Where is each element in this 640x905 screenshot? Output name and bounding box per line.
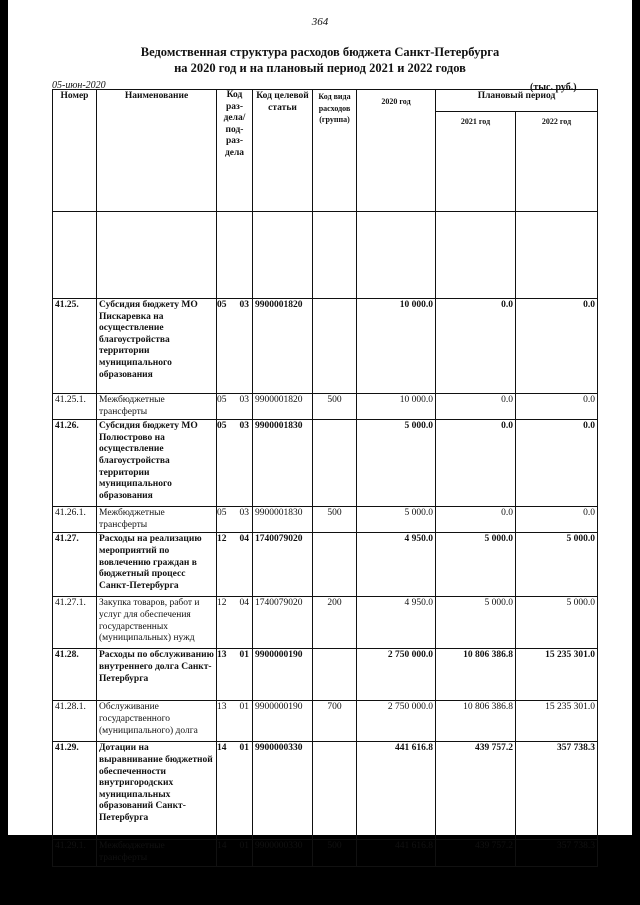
row-name: Субсидия бюджету МО Полюстрово на осуществление благоустройства территории муниципального образования xyxy=(97,420,217,507)
row-2021-amount: 0.0 xyxy=(436,394,516,420)
row-target-code: 1740079020 xyxy=(253,533,313,597)
table-row xyxy=(53,420,598,507)
row-number: 41.27. xyxy=(53,533,97,597)
row-2022-amount: 357 738.3 xyxy=(516,840,598,866)
row-expense-type: 500 xyxy=(313,507,357,533)
row-number: 41.29.1. xyxy=(53,840,97,866)
row-2020-amount: 5 000.0 xyxy=(357,507,436,533)
row-2020-amount: 10 000.0 xyxy=(357,299,436,394)
row-subsection: 03 xyxy=(239,300,249,310)
row-section-code xyxy=(217,649,253,701)
row-section-code xyxy=(217,533,253,597)
title-line-1: Ведомственная структура расходов бюджета Санкт-Петербурга xyxy=(140,45,500,59)
document-date: 05-июн-2020 xyxy=(52,80,106,91)
row-name: Обслуживание государственного (муниципального) долга xyxy=(97,701,217,742)
row-number: 41.26. xyxy=(53,420,97,507)
row-section: 13 xyxy=(217,702,227,713)
header-target: Код целевой статьи xyxy=(253,90,313,212)
row-section-code xyxy=(217,742,253,840)
row-name: Расходы на реализацию мероприятий по вовлечению граждан в бюджетный процесс Санкт-Петербурга xyxy=(97,533,217,597)
row-2021-amount: 0.0 xyxy=(436,299,516,394)
row-2022-amount: 0.0 xyxy=(516,394,598,420)
row-name: Закупка товаров, работ и услуг для обеспечения государственных (муниципальных) нужд xyxy=(97,597,217,649)
row-target-code: 9900001830 xyxy=(253,507,313,533)
header-name: Наименование xyxy=(97,90,217,212)
row-2022-amount: 0.0 xyxy=(516,420,598,507)
header-2021: 2021 год xyxy=(436,112,516,212)
row-2021-amount: 10 806 386.8 xyxy=(436,649,516,701)
row-2021-amount: 5 000.0 xyxy=(436,533,516,597)
row-expense-type xyxy=(313,299,357,394)
row-target-code: 9900001830 xyxy=(253,420,313,507)
row-section-code xyxy=(217,701,253,742)
row-2022-amount: 357 738.3 xyxy=(516,742,598,840)
row-2020-amount: 441 616.8 xyxy=(357,840,436,866)
table-row xyxy=(53,840,598,866)
row-section: 05 xyxy=(217,300,227,310)
document-title xyxy=(8,44,632,76)
row-section: 05 xyxy=(217,395,227,405)
title-line-2: на 2020 год и на плановый период 2021 и 2022 годов xyxy=(174,61,466,75)
row-2022-amount: 15 235 301.0 xyxy=(516,701,598,742)
table-row xyxy=(53,394,598,420)
row-section-code xyxy=(217,597,253,649)
row-number: 41.28.1. xyxy=(53,701,97,742)
header-planned: Плановый период xyxy=(436,90,598,112)
row-target-code: 9900001820 xyxy=(253,299,313,394)
row-expense-type xyxy=(313,649,357,701)
row-number: 41.25. xyxy=(53,299,97,394)
row-target-code: 1740079020 xyxy=(253,597,313,649)
row-number: 41.29. xyxy=(53,742,97,840)
row-2022-amount: 0.0 xyxy=(516,507,598,533)
header-section xyxy=(217,90,253,212)
row-target-code: 9900001820 xyxy=(253,394,313,420)
table-row xyxy=(53,507,598,533)
row-subsection: 01 xyxy=(239,743,249,754)
row-section-code xyxy=(217,299,253,394)
table-row xyxy=(53,533,598,597)
row-2020-amount: 4 950.0 xyxy=(357,533,436,597)
header-2022: 2022 год xyxy=(516,112,598,212)
row-section-code xyxy=(217,840,253,866)
row-2022-amount: 5 000.0 xyxy=(516,597,598,649)
row-expense-type: 200 xyxy=(313,597,357,649)
row-section: 14 xyxy=(217,743,227,754)
header-section-text: Код раз- дела/ под- раз- дела xyxy=(223,90,246,158)
row-target-code: 9900000190 xyxy=(253,701,313,742)
row-subsection: 03 xyxy=(239,508,249,519)
row-2020-amount: 4 950.0 xyxy=(357,597,436,649)
row-name: Расходы по обслуживанию внутреннего долга Санкт-Петербурга xyxy=(97,649,217,701)
row-expense-type xyxy=(313,420,357,507)
row-section-code xyxy=(217,420,253,507)
row-2022-amount: 0.0 xyxy=(516,299,598,394)
row-2020-amount: 5 000.0 xyxy=(357,420,436,507)
row-section-code xyxy=(217,507,253,533)
table-row xyxy=(53,597,598,649)
row-subsection: 03 xyxy=(239,395,249,405)
table-row xyxy=(53,649,598,701)
units-label: (тыс. руб.) xyxy=(530,82,577,93)
row-expense-type: 500 xyxy=(313,840,357,866)
row-2020-amount: 10 000.0 xyxy=(357,394,436,420)
row-section: 13 xyxy=(217,650,227,661)
row-subsection: 01 xyxy=(239,650,249,661)
row-number: 41.27.1. xyxy=(53,597,97,649)
header-type: Код вида расходов (группа) xyxy=(313,90,357,212)
row-subsection: 03 xyxy=(239,421,249,432)
row-subsection: 04 xyxy=(239,534,249,545)
row-2022-amount: 15 235 301.0 xyxy=(516,649,598,701)
page-number: 364 xyxy=(311,16,329,28)
row-2021-amount: 5 000.0 xyxy=(436,597,516,649)
row-target-code: 9900000190 xyxy=(253,649,313,701)
row-2020-amount: 2 750 000.0 xyxy=(357,701,436,742)
row-number: 41.26.1. xyxy=(53,507,97,533)
row-subsection: 01 xyxy=(239,702,249,713)
table-row xyxy=(53,701,598,742)
table-body xyxy=(53,299,598,867)
row-number: 41.28. xyxy=(53,649,97,701)
budget-table xyxy=(52,89,598,867)
row-expense-type: 500 xyxy=(313,394,357,420)
row-section: 05 xyxy=(217,508,227,519)
row-subsection: 01 xyxy=(239,841,249,852)
row-name: Межбюджетные трансферты xyxy=(97,507,217,533)
row-section-code xyxy=(217,394,253,420)
row-2021-amount: 10 806 386.8 xyxy=(436,701,516,742)
row-2021-amount: 439 757.2 xyxy=(436,742,516,840)
header-number: Номер xyxy=(53,90,97,212)
row-expense-type xyxy=(313,533,357,597)
row-section: 05 xyxy=(217,421,227,432)
row-2021-amount: 0.0 xyxy=(436,420,516,507)
row-2020-amount: 441 616.8 xyxy=(357,742,436,840)
row-expense-type: 700 xyxy=(313,701,357,742)
table-row xyxy=(53,742,598,840)
header-2020: 2020 год xyxy=(357,90,436,212)
row-target-code: 9900000330 xyxy=(253,840,313,866)
table-row xyxy=(53,299,598,394)
row-target-code: 9900000330 xyxy=(253,742,313,840)
row-2020-amount: 2 750 000.0 xyxy=(357,649,436,701)
row-section: 12 xyxy=(217,598,227,609)
row-expense-type xyxy=(313,742,357,840)
row-2021-amount: 0.0 xyxy=(436,507,516,533)
header-gap-row xyxy=(53,212,598,299)
row-2021-amount: 439 757.2 xyxy=(436,840,516,866)
row-name: Дотации на выравнивание бюджетной обеспеченности внутригородских муниципальных образований Санкт-Петербурга xyxy=(97,742,217,840)
row-name: Межбюджетные трансферты xyxy=(97,394,217,420)
row-name: Межбюджетные трансферты xyxy=(97,840,217,866)
row-section: 12 xyxy=(217,534,227,545)
row-number: 41.25.1. xyxy=(53,394,97,420)
row-name: Субсидия бюджету МО Пискаревка на осуществление благоустройства территории муниципального образования xyxy=(97,299,217,394)
row-2022-amount: 5 000.0 xyxy=(516,533,598,597)
row-subsection: 04 xyxy=(239,598,249,609)
row-section: 14 xyxy=(217,841,227,852)
